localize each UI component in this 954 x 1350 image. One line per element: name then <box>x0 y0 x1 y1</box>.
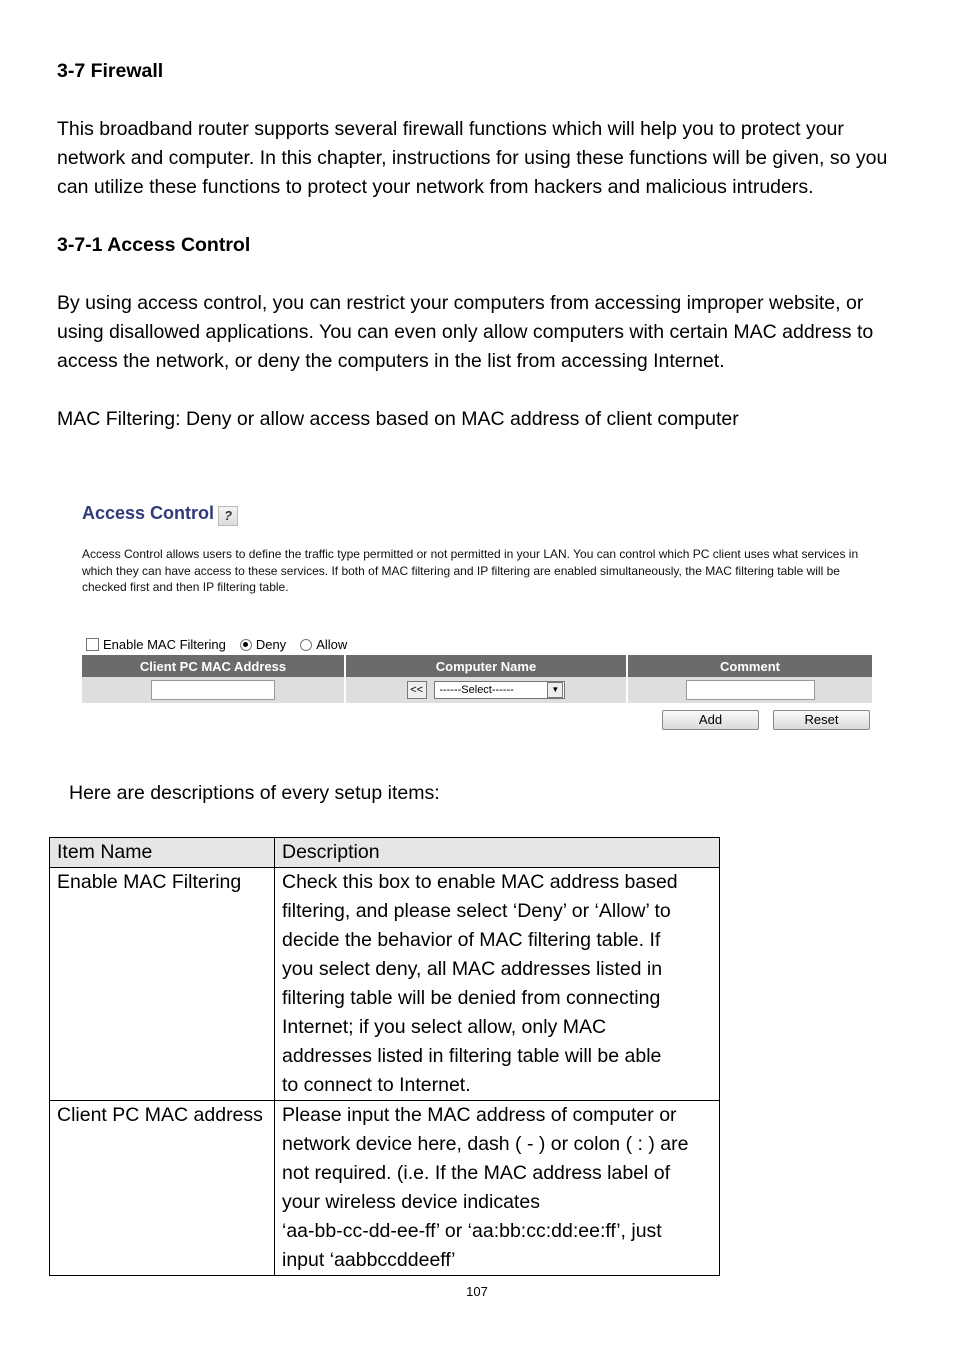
mac-cell <box>82 677 345 703</box>
column-header-computer-name: Computer Name <box>345 655 627 677</box>
description-line: input ‘aabbccddeeff’ <box>282 1249 456 1271</box>
setup-items-table <box>49 837 720 1276</box>
description-line: to connect to Internet. <box>282 1074 471 1096</box>
mac-address-input[interactable] <box>151 680 275 700</box>
description-line: addresses listed in filtering table will be able <box>282 1045 662 1067</box>
chevron-down-icon[interactable]: ▼ <box>547 682 563 698</box>
description-line: filtering, and please select ‘Deny’ or ‘Allow’ to <box>282 900 671 922</box>
header-item-name: Item Name <box>50 838 275 868</box>
access-control-screenshot <box>82 500 872 727</box>
description-line: decide the behavior of MAC filtering table. If <box>282 929 661 951</box>
enable-mac-filtering-checkbox[interactable] <box>86 638 99 651</box>
reset-button[interactable]: Reset <box>773 710 870 730</box>
allow-label: Allow <box>316 637 348 652</box>
filter-options <box>86 637 347 652</box>
comment-cell <box>627 677 872 703</box>
comment-input[interactable] <box>686 680 815 700</box>
description-line: Please input the MAC address of computer or <box>282 1104 677 1126</box>
access-control-description: Access Control allows users to define the traffic type permitted or not permitted in your LAN. You can control which PC client uses what services in which they can have access to these services. If both of MAC filtering and IP filtering are enabled simultaneously, the MAC filtering table will be checked first and then IP filtering table. <box>82 547 859 594</box>
computer-name-select[interactable] <box>434 681 565 699</box>
description-line: Internet; if you select allow, only MAC <box>282 1016 607 1038</box>
item-description <box>275 1101 720 1276</box>
copy-name-button[interactable]: << <box>407 681 427 699</box>
deny-label: Deny <box>255 637 287 652</box>
page-number: 107 <box>466 1284 488 1299</box>
access-control-title: Access Control <box>82 502 215 523</box>
deny-radio[interactable] <box>240 639 252 651</box>
help-icon[interactable]: ? <box>218 506 238 526</box>
description-line: ‘aa-bb-cc-dd-ee-ff’ or ‘aa:bb:cc:dd:ee:ff’, just <box>282 1220 662 1242</box>
access-paragraph: By using access control, you can restrict your computers from accessing improper website, or using disallowed applications. You can even only allow computers with certain MAC address to access the network, or deny the computers in the list from accessing Internet. <box>57 292 874 372</box>
description-line: not required. (i.e. If the MAC address label of <box>282 1162 671 1184</box>
section-heading: 3-7 Firewall <box>57 60 164 82</box>
computer-name-select-value: ------Select------ <box>439 684 514 696</box>
subsection-heading: 3-7-1 Access Control <box>57 234 251 256</box>
column-header-comment: Comment <box>627 655 872 677</box>
description-line: network device here, dash ( - ) or colon ( : ) are <box>282 1133 689 1155</box>
intro-paragraph: This broadband router supports several firewall functions which will help you to protect your network and computer. In this chapter, instructions for using these functions will be given, so you can utilize these functions to protect your network from hackers and malicious intruders. <box>57 118 888 198</box>
table-header-row <box>50 838 720 868</box>
item-name: Enable MAC Filtering <box>50 868 275 1101</box>
description-line: you select deny, all MAC addresses listed in <box>282 958 663 980</box>
description-line: your wireless device indicates <box>282 1191 540 1213</box>
allow-radio[interactable] <box>300 639 312 651</box>
table-row <box>50 1101 720 1276</box>
access-control-title-row <box>82 500 872 526</box>
add-button[interactable]: Add <box>662 710 759 730</box>
description-line: Check this box to enable MAC address based <box>282 871 678 893</box>
table-row <box>50 868 720 1101</box>
header-description: Description <box>275 838 720 868</box>
document-body <box>57 57 897 434</box>
computer-name-cell <box>345 677 627 703</box>
item-name: Client PC MAC address <box>50 1101 275 1276</box>
enable-mac-filtering-label: Enable MAC Filtering <box>103 637 226 652</box>
column-header-mac: Client PC MAC Address <box>82 655 345 677</box>
mac-filter-line: MAC Filtering: Deny or allow access based on MAC address of client computer <box>57 408 739 430</box>
item-description <box>275 868 720 1101</box>
description-line: filtering table will be denied from connecting <box>282 987 661 1009</box>
descriptions-intro: Here are descriptions of every setup items: <box>69 782 440 804</box>
mac-filter-table <box>82 655 872 703</box>
